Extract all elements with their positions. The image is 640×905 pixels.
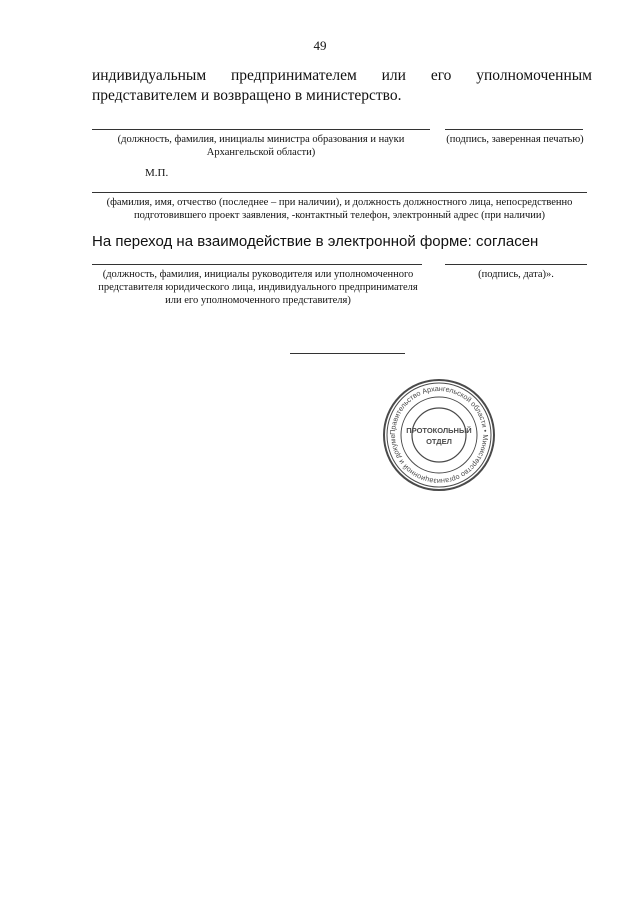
word: или (381, 67, 406, 84)
seal-center-line-2: ОТДЕЛ (426, 437, 452, 446)
minister-signature-line (445, 129, 583, 130)
official-seal (382, 378, 496, 492)
seal-ring-text: Правительство Архангельской области • Министерство организационной и докуме (387, 383, 491, 487)
caption-line: (должность, фамилия, инициалы руководителя или уполномоченного (102, 269, 414, 280)
word: индивидуальным (92, 67, 207, 84)
applicant-signature-caption: (подпись, дата)». (478, 269, 554, 280)
caption-line: (фамилия, имя, отчество (последнее – при наличии), и должность должностного лица, непосредственно (106, 197, 573, 208)
paragraph-line-2: представителем и возвращено в министерство. (92, 87, 402, 104)
closing-line (290, 353, 405, 354)
paragraph-line-1 (92, 67, 592, 85)
caption-line: (должность, фамилия, инициалы министра образования и науки (117, 134, 405, 145)
applicant-signature-line (445, 264, 587, 265)
word: его (430, 67, 452, 84)
caption-line: Архангельской области) (206, 147, 316, 158)
caption-line: или его уполномоченного представителя) (165, 295, 351, 306)
word: предпринимателем (231, 67, 357, 84)
official-caption (92, 196, 587, 222)
stamp-place-label: М.П. (145, 167, 169, 179)
minister-caption (92, 133, 430, 159)
applicant-caption (88, 268, 428, 307)
word: уполномоченным (476, 67, 592, 84)
official-line (92, 192, 587, 193)
minister-signature-caption: (подпись, заверенная печатью) (446, 134, 584, 145)
caption-line: подготовившего проект заявления, -контактный телефон, электронный адрес (при наличии) (134, 210, 545, 221)
consent-text: На переход на взаимодействие в электронной форме: согласен (92, 233, 539, 250)
seal-graphic (382, 378, 496, 492)
minister-name-line (92, 129, 430, 130)
caption-line: представителя юридического лица, индивидуального предпринимателя (98, 282, 418, 293)
applicant-name-line (92, 264, 422, 265)
page-number: 49 (313, 38, 327, 53)
seal-center-line-1: ПРОТОКОЛЬНЫЙ (406, 426, 472, 435)
